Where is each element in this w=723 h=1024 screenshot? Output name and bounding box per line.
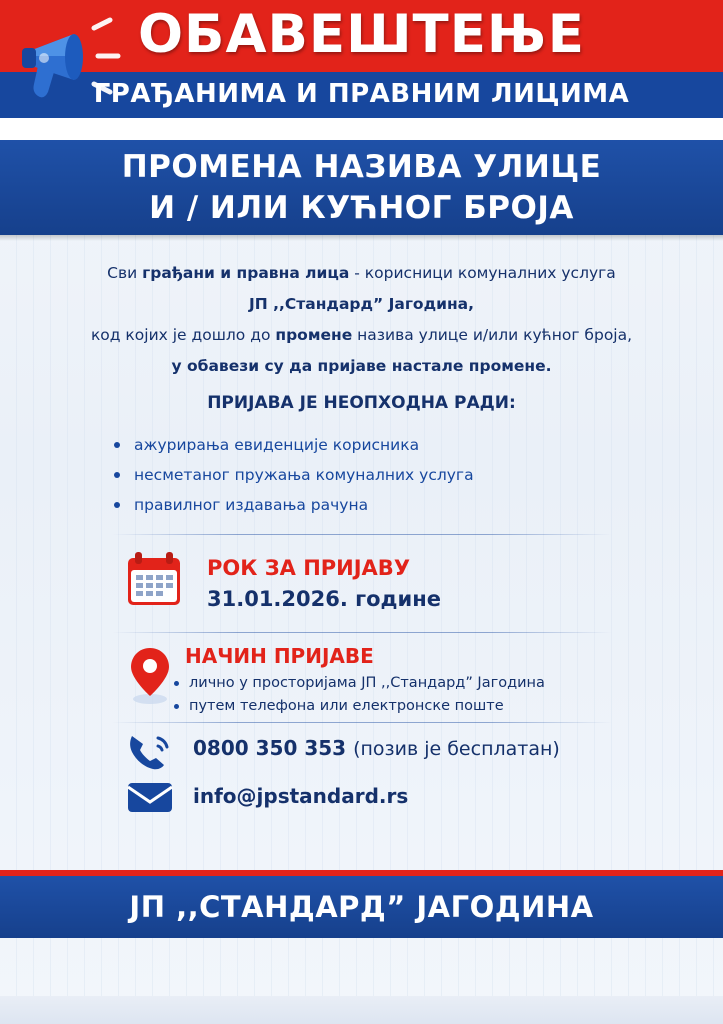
envelope-icon (125, 778, 177, 816)
divider (112, 534, 612, 535)
intro-line-1-c: - корисници комуналних услуга (349, 264, 616, 282)
deadline-title: РОК ЗА ПРИЈАВУ (207, 556, 411, 580)
intro-line-3-c: назива улице и/или кућног броја, (352, 326, 633, 344)
list-item: правилног издавања рачуна (110, 490, 630, 520)
intro-line-2: ЈП ,,Стандард” Јагодина, (248, 295, 475, 313)
phone-contact[interactable] (125, 730, 560, 779)
list-item: путем телефона или електронске поште (171, 695, 611, 718)
header-white-gap (0, 118, 723, 140)
method-list (171, 672, 611, 718)
topic-line-2: И / ИЛИ КУЋНОГ БРОЈА (149, 190, 574, 226)
email-address: info@jpstandard.rs (193, 784, 409, 808)
intro-line-1 (60, 258, 663, 289)
method-title: НАЧИН ПРИЈАВЕ (185, 644, 374, 668)
location-pin-icon (125, 644, 175, 706)
calendar-icon (125, 550, 183, 608)
bottom-strip (0, 996, 723, 1024)
topic-band-text (0, 147, 723, 229)
phone-number: 0800 350 353 (193, 736, 347, 760)
phone-icon (125, 730, 177, 774)
topic-line-1: ПРОМЕНА НАЗИВА УЛИЦЕ (121, 149, 602, 185)
page-title: ОБАВЕШТЕЊЕ (138, 4, 585, 65)
intro-line-1-a: Сви (107, 264, 143, 282)
intro-line-4: у обавези су да пријаве настале промене. (171, 357, 552, 375)
intro-line-1-bold: грађани и правна лица (142, 264, 350, 282)
reasons-list (110, 430, 630, 520)
list-item: лично у просторијама ЈП ,,Стандард” Јагодина (171, 672, 611, 695)
list-item: несметаног пружања комуналних услуга (110, 460, 630, 490)
list-item: ажурирања евиденције корисника (110, 430, 630, 460)
phone-text (193, 736, 560, 760)
intro-paragraph (60, 258, 663, 382)
divider (112, 632, 612, 633)
intro-line-3-bold: промене (275, 326, 353, 344)
intro-line-3 (60, 320, 663, 351)
topic-band-shadow (0, 235, 723, 241)
email-contact[interactable] (125, 778, 409, 821)
intro-line-3-a: код којих је дошло до (90, 326, 276, 344)
divider (112, 722, 612, 723)
reasons-title: ПРИЈАВА ЈЕ НЕОПХОДНА РАДИ: (207, 393, 516, 413)
phone-note: (позив је бесплатан) (353, 738, 560, 760)
page-subtitle: ГРАЂАНИМА И ПРАВНИМ ЛИЦИМА (93, 79, 630, 109)
deadline-value: 31.01.2026. године (207, 587, 441, 611)
footer-company-name: ЈП ,,СТАНДАРД” ЈАГОДИНА (129, 890, 594, 924)
